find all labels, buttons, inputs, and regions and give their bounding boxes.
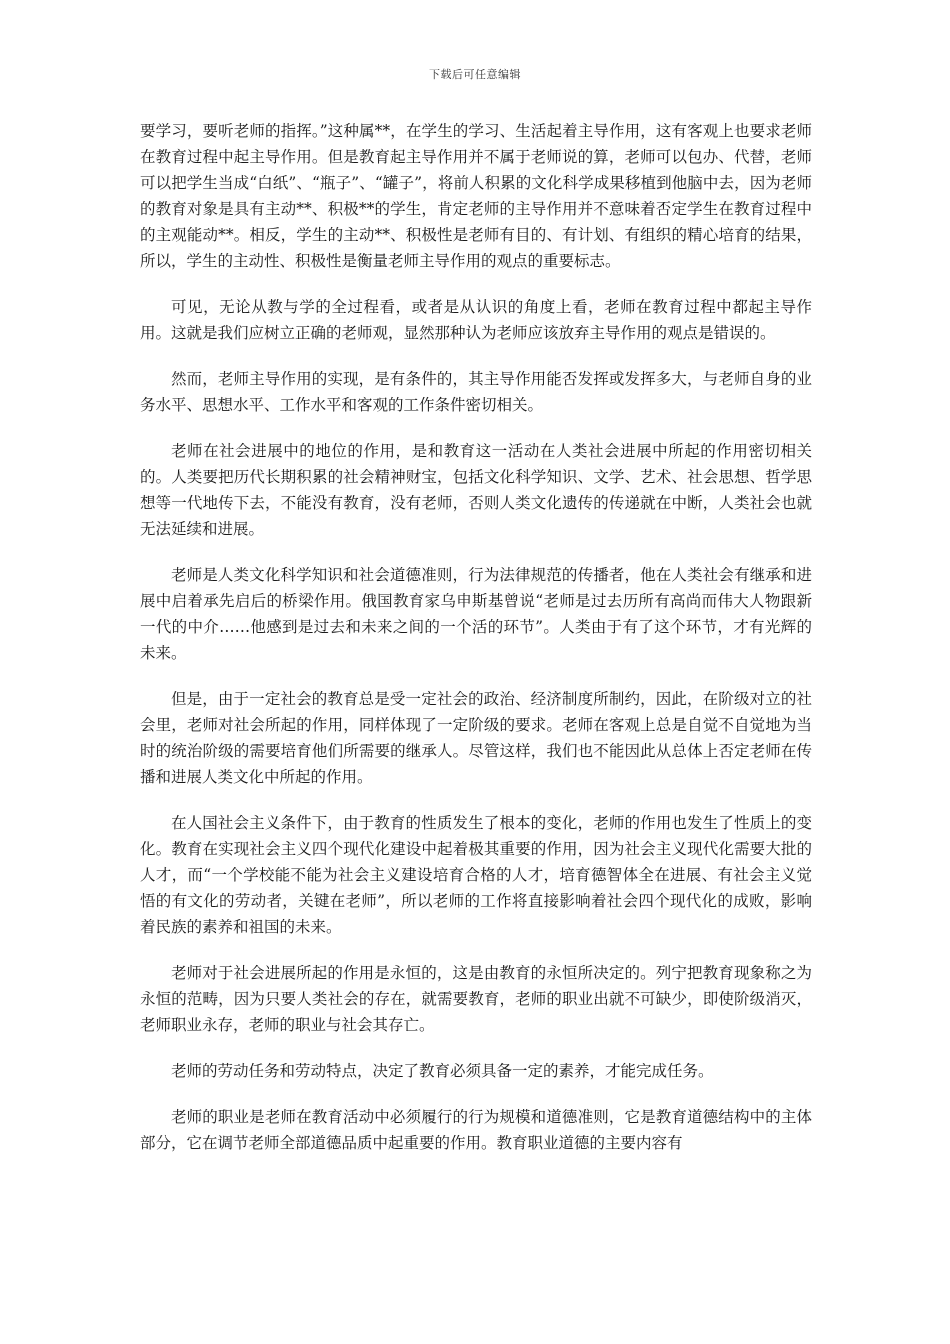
document-body [140, 118, 812, 1176]
paragraph-3: 然而，老师主导作用的实现，是有条件的，其主导作用能否发挥或发挥多大，与老师自身的业务水平、思想水平、工作水平和客观的工作条件密切相关。 [140, 370, 812, 414]
paragraph-5: 老师是人类文化科学知识和社会道德准则，行为法律规范的传播者，他在人类社会有继承和进展中启着承先启后的桥梁作用。俄国教育家乌申斯基曾说“老师是过去历所有高尚而伟大人物跟新一代的中介……他感到是过去和未来之间的一个活的环节”。人类由于有了这个环节，才有光辉的未来。 [140, 566, 812, 662]
paragraph-1: 要学习，要听老师的指挥。”这种属**，在学生的学习、生活起着主导作用，这有客观上也要求老师在教育过程中起主导作用。但是教育起主导作用并不属于老师说的算，老师可以包办、代替，老师可以把学生当成“白纸”、“瓶子”、“罐子”，将前人积累的文化科学成果移植到他脑中去，因为老师的教育对象是具有主动**、积极**的学生，肯定老师的主导作用并不意味着否定学生在教育过程中的主观能动**。相反，学生的主动**、积极性是老师有目的、有计划、有组织的精心培育的结果，所以，学生的主动性、积极性是衡量老师主导作用的观点的重要标志。 [140, 122, 812, 270]
paragraph-4: 老师在社会进展中的地位的作用，是和教育这一活动在人类社会进展中所起的作用密切相关的。人类要把历代长期积累的社会精神财宝，包括文化科学知识、文学、艺术、社会思想、哲学思想等一代地传下去，不能没有教育，没有老师，否则人类文化遗传的传递就在中断，人类社会也就无法延续和进展。 [140, 442, 812, 538]
paragraph-6: 但是，由于一定社会的教育总是受一定社会的政治、经济制度所制约，因此，在阶级对立的社会里，老师对社会所起的作用，同样体现了一定阶级的要求。老师在客观上总是自觉不自觉地为当时的统治阶级的需要培育他们所需要的继承人。尽管这样，我们也不能因此从总体上否定老师在传播和进展人类文化中所起的作用。 [140, 690, 812, 786]
page-header: 下载后可任意编辑 [429, 68, 521, 81]
paragraph-9: 老师的劳动任务和劳动特点，决定了教育必须具备一定的素养，才能完成任务。 [171, 1062, 714, 1080]
paragraph-10: 老师的职业是老师在教育活动中必须履行的行为规模和道德准则，它是教育道德结构中的主体部分，它在调节老师全部道德品质中起重要的作用。教育职业道德的主要内容有 [140, 1108, 812, 1152]
paragraph-8: 老师对于社会进展所起的作用是永恒的，这是由教育的永恒所决定的。列宁把教育现象称之为永恒的范畴，因为只要人类社会的存在，就需要教育，老师的职业出就不可缺少，即使阶级消灭，老师职业永存，老师的职业与社会其存亡。 [140, 964, 812, 1034]
paragraph-7: 在人国社会主义条件下，由于教育的性质发生了根本的变化，老师的作用也发生了性质上的变化。教育在实现社会主义四个现代化建设中起着极其重要的作用，因为社会主义现代化需要大批的人才，而“一个学校能不能为社会主义建设培育合格的人才，培育德智体全在进展、有社会主义觉悟的有文化的劳动者，关键在老师”，所以老师的工作将直接影响着社会四个现代化的成败，影响着民族的素养和祖国的未来。 [140, 814, 812, 936]
paragraph-2: 可见，无论从教与学的全过程看，或者是从认识的角度上看，老师在教育过程中都起主导作用。这就是我们应树立正确的老师观，显然那种认为老师应该放弃主导作用的观点是错误的。 [140, 298, 812, 342]
